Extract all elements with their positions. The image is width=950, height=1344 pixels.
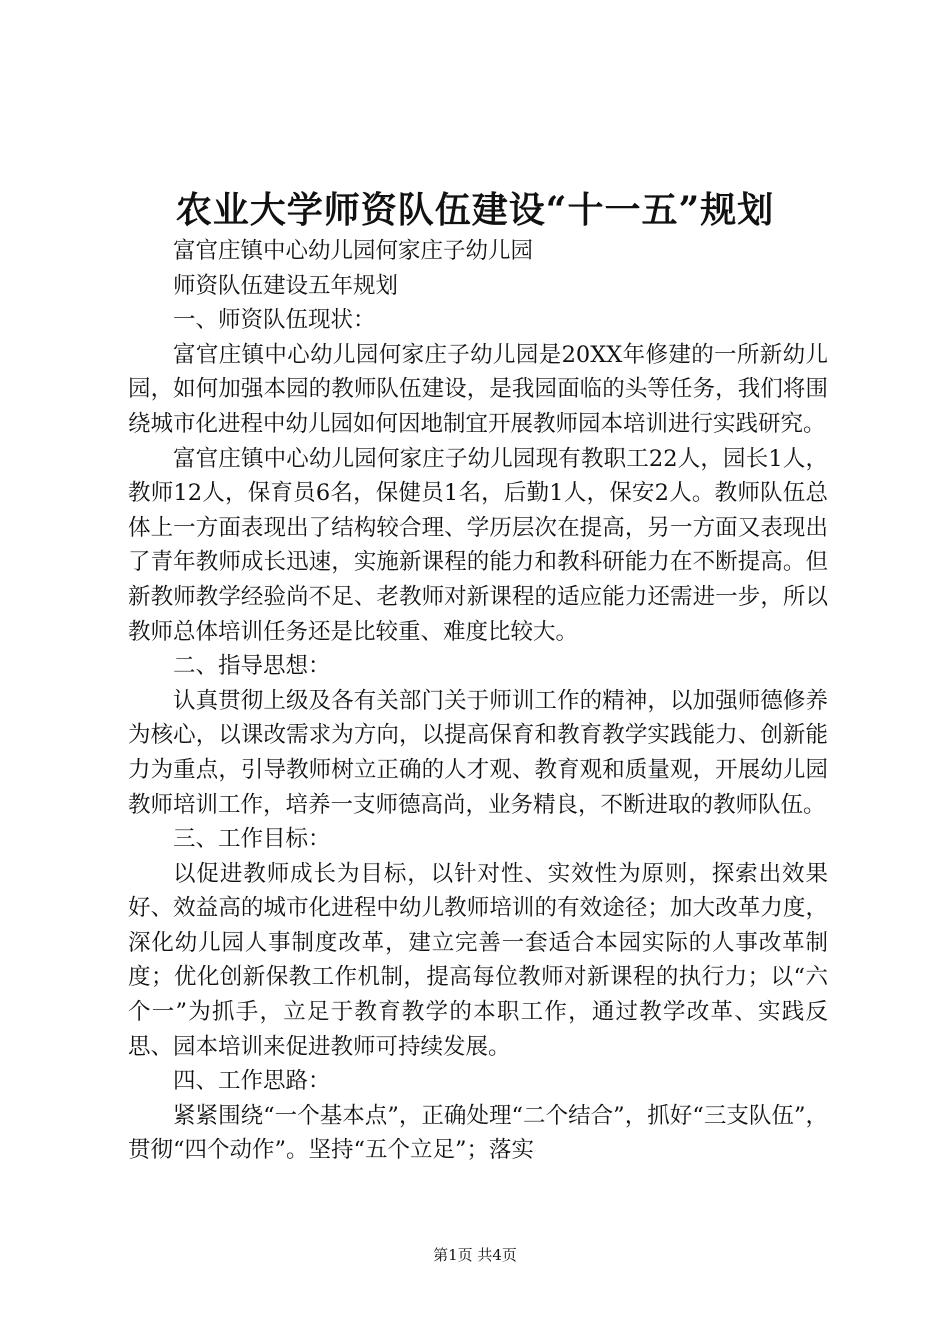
paragraph-guiding-ideology: 认真贯彻上级及各有关部门关于师训工作的精神，以加强师德修养为核心，以课改需求为方向，以提高保育和教育教学实践能力、创新能力为重点，引导教师树立正确的人才观、教育观和质量观，开展幼儿园教师培训工作，培养一支师德高尚，业务精良，不断进取的教师队伍。 bbox=[128, 687, 828, 818]
paragraph-work-goals: 以促进教师成长为目标，以针对性、实效性为原则，探索出效果好、效益高的城市化进程中幼儿教师培训的有效途径；加大改革力度，深化幼儿园人事制度改革，建立完善一套适合本园实际的人事改革制度；优化创新保教工作机制，提高每位教师对新课程的执行力；以“六个一”为抓手，立足于教育教学的本职工作，通过教学改革、实践反思、园本培训来促进教师可持续发展。 bbox=[128, 860, 828, 1060]
section-heading-work-approach: 四、工作思路： bbox=[173, 1068, 331, 1095]
section-heading-guiding-ideology: 二、指导思想： bbox=[173, 653, 331, 680]
document-body bbox=[128, 234, 828, 1168]
paragraph-work-approach: 紧紧围绕“一个基本点”，正确处理“二个结合”，抓好“三支队伍”，贯彻“四个动作”。坚持“五个立足”；落实 bbox=[128, 1102, 828, 1164]
page-footer: 第1页 共4页 bbox=[433, 1246, 517, 1264]
paragraph-status-intro: 富官庄镇中心幼儿园何家庄子幼儿园是20XX年修建的一所新幼儿园，如何加强本园的教师队伍建设，是我园面临的头等任务，我们将围绕城市化进程中幼儿园如何因地制宜开展教师园本培训进行实践研究。 bbox=[128, 341, 828, 437]
document-title: 农业大学师资队伍建设“十一五”规划 bbox=[175, 189, 775, 231]
paragraph-kindergarten-name: 富官庄镇中心幼儿园何家庄子幼儿园 bbox=[173, 238, 534, 264]
paragraph-staff-composition: 富官庄镇中心幼儿园何家庄子幼儿园现有教职工22人，园长1人，教师12人，保育员6名，保健员1名，后勤1人，保安2人。教师队伍总体上一方面表现出了结构较合理、学历层次在提高，另一方面又表现出了青年教师成长迅速，实施新课程的能力和教科研能力在不断提高。但新教师教学经验尚不足、老教师对新课程的适应能力还需进一步，所以教师总体培训任务还是比较重、难度比较大。 bbox=[128, 445, 828, 645]
section-heading-current-status: 一、师资队伍现状： bbox=[173, 307, 376, 334]
section-heading-work-goals: 三、工作目标： bbox=[173, 826, 331, 853]
paragraph-plan-subtitle: 师资队伍建设五年规划 bbox=[173, 272, 399, 299]
